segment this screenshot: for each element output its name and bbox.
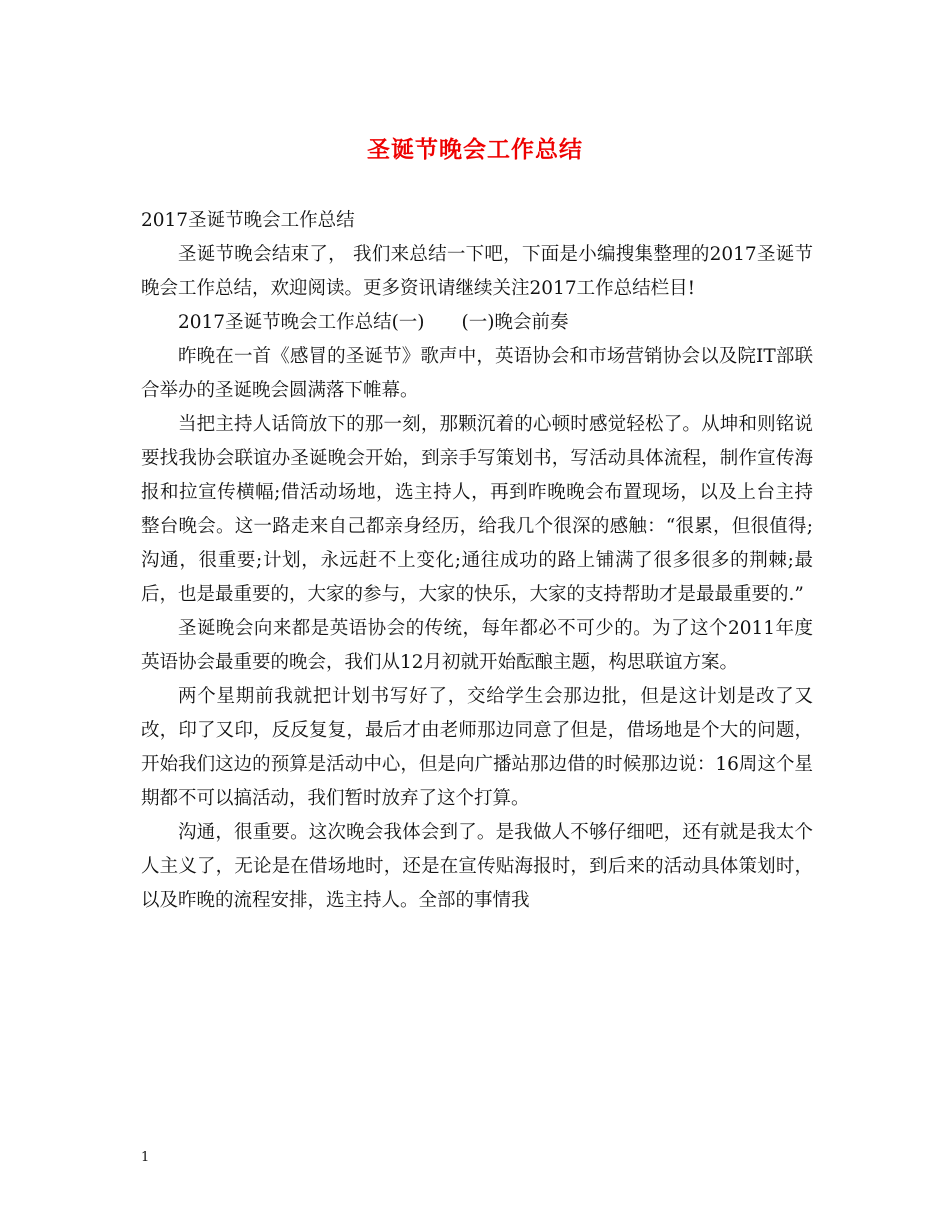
document-subtitle: 2017圣诞节晚会工作总结 [141,210,355,231]
page-number: 1 [141,1150,150,1165]
paragraph: 昨晚在一首《感冒的圣诞节》歌声中，英语协会和市场营销协会以及院IT部联合举办的圣诞晚会圆满落下帷幕。 [141,346,813,401]
paragraph: 圣诞晚会向来都是英语协会的传统，每年都必不可少的。为了这个2011年度英语协会最重要的晚会，我们从12月初就开始酝酿主题，构思联谊方案。 [141,618,813,673]
section-heading: 2017圣诞节晚会工作总结(一) (一)晚会前奏 [178,312,569,333]
paragraph: 两个星期前我就把计划书写好了，交给学生会那边批，但是这计划是改了又改，印了又印，反反复复，最后才由老师那边同意了但是，借场地是个大的问题，开始我们这边的预算是活动中心，但是向广播站那边借的时候那边说：16周这个星期都不可以搞活动，我们暂时放弃了这个打算。 [141,686,813,809]
document-title: 圣诞节晚会工作总结 [367,136,583,163]
paragraph: 当把主持人话筒放下的那一刻，那颗沉着的心顿时感觉轻松了。从坤和则铭说要找我协会联谊办圣诞晚会开始，到亲手写策划书，写活动具体流程，制作宣传海报和拉宣传横幅;借活动场地，选主持人，再到昨晚晚会布置现场，以及上台主持整台晚会。这一路走来自己都亲身经历，给我几个很深的感触：“很累，但很值得;沟通，很重要;计划，永远赶不上变化;通往成功的路上铺满了很多很多的荆棘;最后，也是最重要的，大家的参与，大家的快乐，大家的支持帮助才是最最重要的.” [141,414,813,605]
paragraph: 沟通，很重要。这次晚会我体会到了。是我做人不够仔细吧，还有就是我太个人主义了，无论是在借场地时，还是在宣传贴海报时，到后来的活动具体策划时，以及昨晚的流程安排，选主持人。全部的事情我 [141,822,813,911]
document-body [141,204,813,918]
paragraph: 圣诞节晚会结束了， 我们来总结一下吧，下面是小编搜集整理的2017圣诞节晚会工作总结，欢迎阅读。更多资讯请继续关注2017工作总结栏目! [141,244,813,299]
